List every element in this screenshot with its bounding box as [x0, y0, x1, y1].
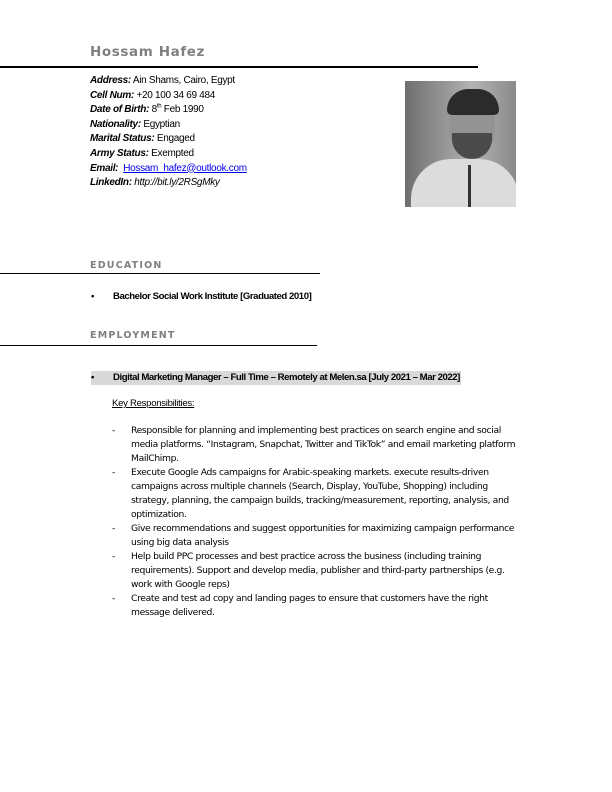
- employment-divider: [0, 345, 317, 346]
- profile-photo: [405, 81, 516, 207]
- list-item: [112, 522, 522, 550]
- responsibility-text: Create and test ad copy and landing pages to ensure that customers have the right message delivered.: [131, 593, 488, 618]
- list-item: [112, 466, 522, 522]
- nationality-value: Egyptian: [140, 118, 180, 130]
- header-divider: [0, 66, 478, 68]
- dob-ordinal: th: [156, 103, 162, 110]
- dash-icon: -: [112, 467, 115, 478]
- employment-heading: EMPLOYMENT: [90, 330, 176, 341]
- address-row: [90, 74, 247, 89]
- army-label: Army Status:: [90, 147, 149, 159]
- dob-day: 8: [149, 104, 157, 116]
- responsibility-text: Execute Google Ads campaigns for Arabic-speaking markets. execute results-driven campaigns across multiple channels (Search, Display, YouTube, Shopping) including strategy, planning, the campaign builds, tracking/measurement, reporting, analysis, and optimization.: [131, 467, 509, 520]
- education-item-text: Bachelor Social Work Institute [Graduated 2010]: [113, 291, 312, 302]
- linkedin-row: [90, 176, 247, 191]
- list-item: [112, 550, 522, 592]
- address-value: Ain Shams, Cairo, Egypt: [130, 75, 235, 86]
- key-responsibilities-label: Key Responsibilities:: [112, 398, 195, 409]
- email-label: Email:: [90, 162, 119, 174]
- education-divider: [0, 273, 320, 274]
- dash-icon: -: [112, 551, 115, 562]
- job-title: Digital Marketing Manager – Full Time – Remotely at Melen.sa [July 2021 – Mar 2022]: [113, 372, 460, 383]
- responsibility-text: Responsible for planning and implementing best practices on search engine and social media platforms. “Instagram, Snapchat, Twitter and TikTok” and email marketing platform MailChimp.: [131, 425, 516, 464]
- bullet-icon: •: [91, 372, 94, 383]
- linkedin-label: LinkedIn:: [90, 177, 132, 189]
- bullet-icon: •: [91, 291, 94, 302]
- address-label: Address:: [90, 75, 131, 86]
- nationality-label: Nationality:: [90, 118, 141, 130]
- education-item: [91, 291, 311, 302]
- dash-icon: -: [112, 425, 115, 436]
- army-row: [90, 147, 247, 162]
- email-link[interactable]: Hossam_hafez@outlook.com: [123, 162, 247, 174]
- marital-row: [90, 132, 247, 147]
- dob-row: [90, 103, 247, 118]
- candidate-name: Hossam Hafez: [90, 44, 206, 60]
- job-title-line: [91, 371, 461, 385]
- cell-value: +20 100 34 69 484: [133, 89, 216, 101]
- contact-info: [90, 74, 247, 191]
- dob-rest: Feb 1990: [161, 104, 204, 116]
- dash-icon: -: [112, 593, 115, 604]
- army-value: Exempted: [148, 147, 194, 159]
- cell-label: Cell Num:: [90, 89, 134, 101]
- education-heading: EDUCATION: [90, 260, 163, 271]
- dash-icon: -: [112, 523, 115, 534]
- nationality-row: [90, 118, 247, 133]
- marital-label: Marital Status:: [90, 133, 155, 145]
- list-item: [112, 592, 522, 620]
- linkedin-value: http://bit.ly/2RSgMky: [131, 177, 220, 189]
- email-row: [90, 162, 247, 177]
- responsibility-text: Give recommendations and suggest opportunities for maximizing campaign performance using big data analysis: [131, 523, 515, 548]
- dob-label: Date of Birth:: [90, 104, 150, 116]
- list-item: [112, 424, 522, 466]
- cell-row: [90, 89, 247, 104]
- marital-value: Engaged: [154, 133, 195, 145]
- responsibility-text: Help build PPC processes and best practice across the business (including training requirements). Support and develop media, publisher and third-party partnerships (e.g. work with Google reps): [131, 551, 505, 590]
- responsibilities-list: [112, 424, 522, 620]
